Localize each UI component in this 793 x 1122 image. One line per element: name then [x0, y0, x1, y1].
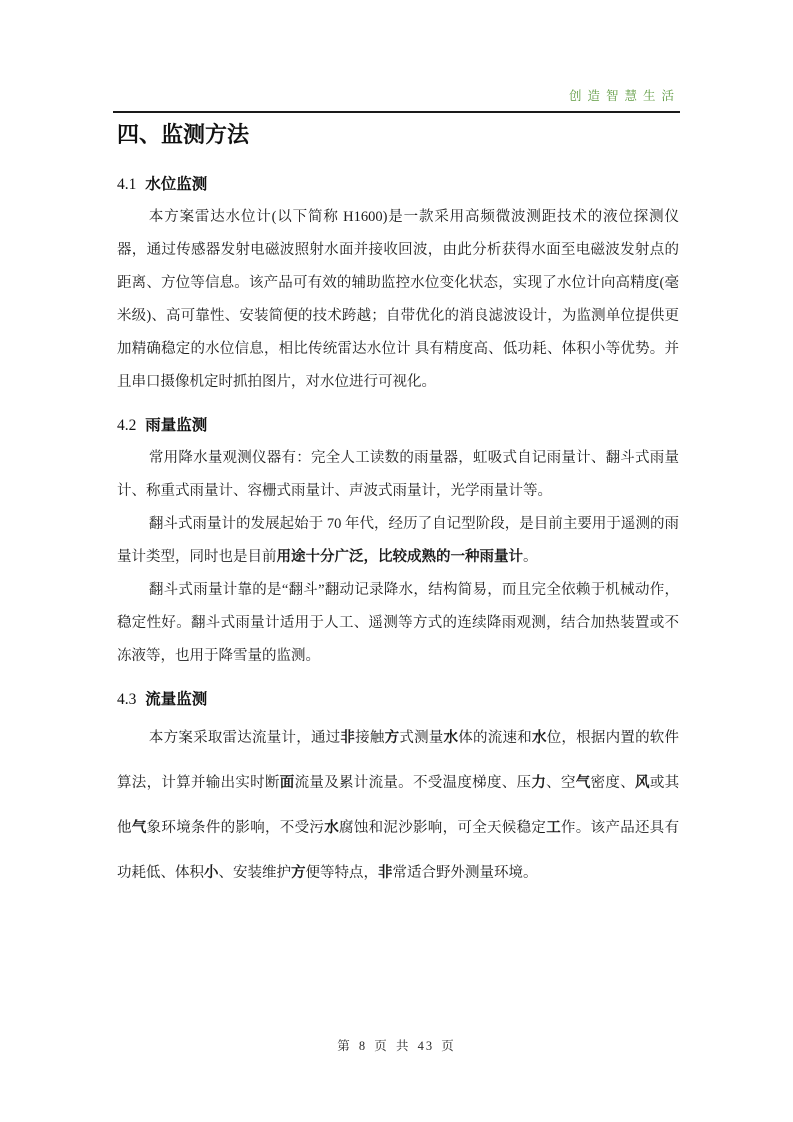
- total-page-number: 43: [417, 1039, 435, 1053]
- footer-word-ye: 页: [374, 1039, 389, 1053]
- bold-text-run: 水: [324, 820, 340, 836]
- text-run: 接触: [355, 730, 385, 746]
- bold-text-run: 风: [635, 775, 650, 791]
- bold-text-run: 面: [279, 775, 295, 791]
- paragraph: [117, 442, 679, 508]
- text-run: 常适合野外测量环境。: [392, 865, 538, 881]
- bold-text-run: 方: [291, 865, 306, 881]
- text-run: 常用降水量观测仪器有：完全人工读数的雨量器，虹吸式自记雨量计、翻斗式雨量计、称重式雨量计、容栅式雨量计、声波式雨量计，光学雨量计等。: [117, 450, 679, 499]
- text-run: 本方案采取雷达流量计，通过: [148, 730, 341, 746]
- section-number: 4.2: [117, 417, 137, 434]
- bold-text-run: 用途十分广泛，比较成熟的一种雨量计: [276, 549, 523, 565]
- page-title: 四、监测方法: [117, 122, 250, 147]
- bold-text-run: 气: [131, 820, 147, 836]
- text-run: 式测量: [399, 730, 444, 746]
- section-heading-4-3: [117, 689, 679, 710]
- section-rainfall-monitoring: [117, 415, 679, 673]
- text-run: 腐蚀和泥沙影响，可全天候稳定: [339, 820, 547, 836]
- text-run: 、空: [546, 775, 576, 791]
- section-number: 4.3: [117, 691, 137, 708]
- bold-text-run: 水: [443, 730, 459, 746]
- section-flow-monitoring: [117, 689, 679, 896]
- text-run: 体的流速和: [458, 730, 532, 746]
- paragraph: [117, 716, 679, 896]
- page-footer: [0, 1036, 793, 1054]
- text-run: 便等特点，: [305, 865, 378, 881]
- text-run: 翻斗式雨量计的发展起始于 70 年代，经历了自记型阶段，是目前主要用于遥测的雨量计类型，同时也是目前: [117, 516, 679, 565]
- document-content: [117, 112, 679, 896]
- header-slogan: 创造智慧生活: [568, 89, 680, 103]
- footer-word-ye: 页: [441, 1039, 456, 1053]
- bold-text-run: 方: [384, 730, 400, 746]
- section-heading-label: 流量监测: [145, 691, 208, 708]
- section-heading-label: 水位监测: [145, 176, 208, 193]
- section-heading-4-2: [117, 415, 679, 436]
- paragraph: [117, 508, 679, 574]
- bold-text-run: 气: [575, 775, 591, 791]
- text-run: 作。该产品还具有功耗低、体积: [117, 820, 680, 881]
- text-run: 密度、: [590, 775, 635, 791]
- text-run: 翻斗式雨量计靠的是“翻斗”翻动记录降水，结构简易，而且完全依赖于机械动作，稳定性好。翻斗式雨量计适用于人工、遥测等方式的连续降雨观测，结合加热装置或不冻液等，也用于降雪量的监测。: [117, 582, 679, 664]
- text-run: 位，根据内置的软件算法，计算并输出实时断: [117, 730, 680, 791]
- text-run: 或其他: [117, 775, 680, 836]
- bold-text-run: 小: [204, 865, 219, 881]
- footer-word-gong: 共: [395, 1039, 411, 1053]
- bold-text-run: 水: [531, 730, 547, 746]
- text-run: 象环境条件的影响，不受污: [146, 820, 325, 836]
- section-heading-4-1: [117, 174, 679, 195]
- page-header: [113, 0, 680, 113]
- footer-word-page: 第: [337, 1039, 352, 1053]
- bold-text-run: 非: [378, 865, 393, 881]
- text-run: 本方案雷达水位计(以下简称 H1600)是一款采用高频微波测距技术的液位探测仪器，通过传感器发射电磁波照射水面并接收回波，由此分析获得水面至电磁波发射点的距离、方位等信息。该产品可有效的辅助监控水位变化状态，实现了水位计向高精度(毫米级)、高可靠性、安装简便的技术跨越；自带优化的消良滤波设计，为监测单位提供更加精确稳定的水位信息，相比传统雷达水位计 具有精度高、低功耗、体积小等优势。并且串口摄像机定时抓拍图片，对水位进行可视化。: [117, 209, 679, 390]
- paragraph: [117, 574, 679, 673]
- bold-text-run: 力: [531, 775, 547, 791]
- text-run: 、安装维护: [218, 865, 291, 881]
- section-heading-label: 雨量监测: [145, 417, 208, 434]
- bold-text-run: 非: [340, 730, 356, 746]
- section-number: 4.1: [117, 176, 137, 193]
- text-run: 流量及累计流量。不受温度梯度、压: [294, 775, 532, 791]
- text-run: 。: [523, 549, 538, 565]
- bold-text-run: 工: [546, 820, 561, 836]
- paragraph: [117, 201, 679, 399]
- section-water-level-monitoring: [117, 174, 679, 399]
- current-page-number: 8: [358, 1039, 368, 1053]
